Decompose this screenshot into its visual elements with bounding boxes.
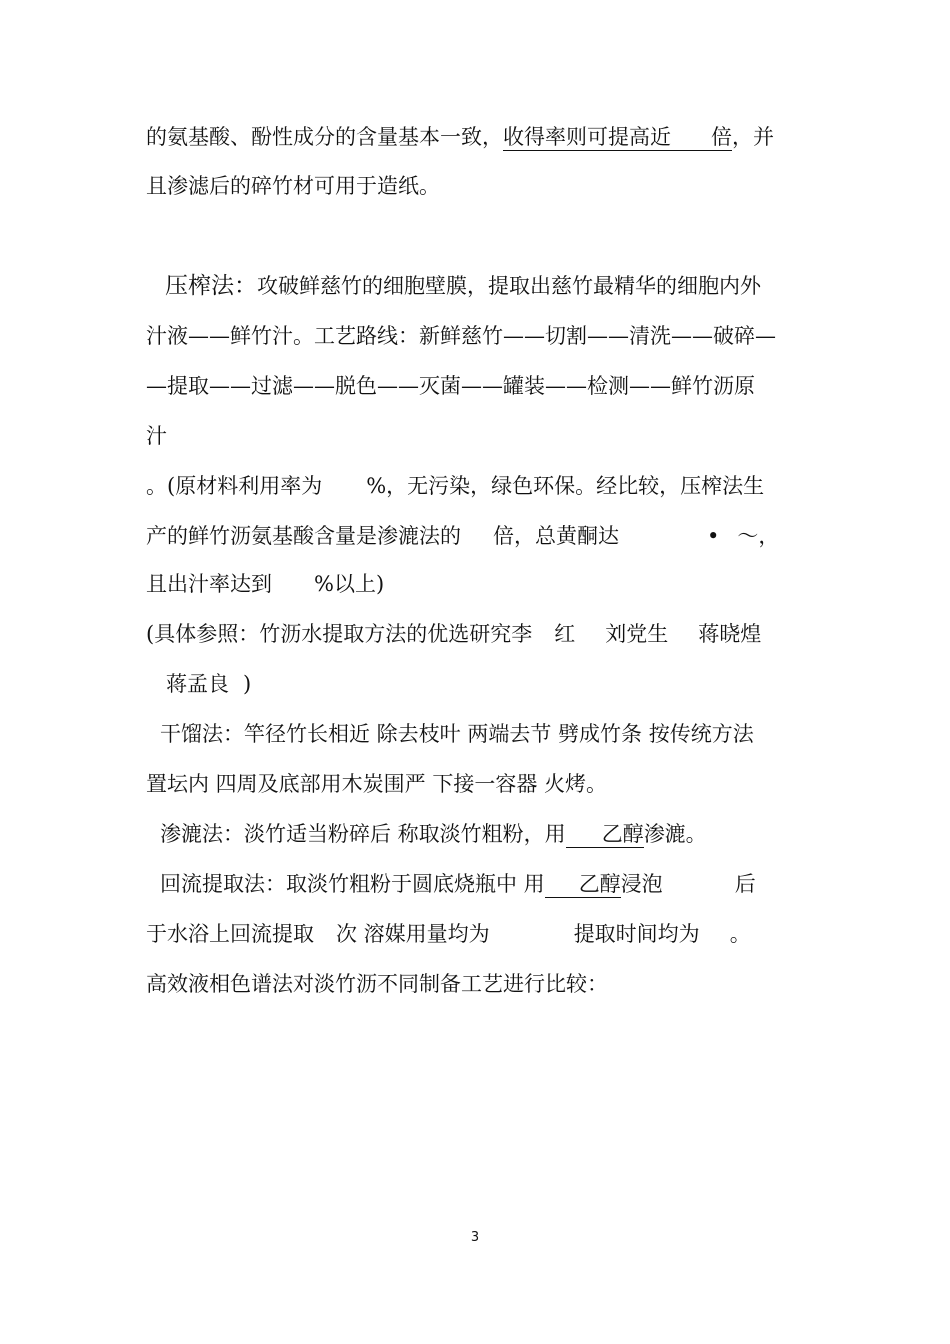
reference-line-2: 蒋孟良 ) xyxy=(166,672,252,696)
text-span: 的氨基酸、酚性成分的含量基本一致， xyxy=(146,125,503,149)
underlined-text: 乙醇 xyxy=(545,872,621,898)
paragraph-2-line-5: 。(原材料利用率为 %，无污染，绿色环保。经比较，压榨法生 xyxy=(146,474,765,498)
paragraph-2-line-7: 且出汁率达到 %以上) xyxy=(146,572,385,596)
paragraph-2-line-6: 产的鲜竹沥氨基酸含量是渗漉法的 倍，总黄酮达 • ～， xyxy=(146,524,780,548)
underlined-text: 收得率则可提高近 倍 xyxy=(503,125,732,149)
paragraph-4-line-1: 渗漉法：淡竹适当粉碎后 称取淡竹粗粉，用 乙醇渗漉。 xyxy=(160,822,707,846)
paragraph-3-line-2: 置坛内 四周及底部用木炭围严 下接一容器 火烤。 xyxy=(146,772,608,796)
text-span: ，并 xyxy=(732,125,774,149)
paragraph-1-line-2: 且渗滤后的碎竹材可用于造纸。 xyxy=(146,174,440,198)
reference-line-1: (具体参照：竹沥水提取方法的优选研究李 红 刘党生 蒋晓煌 xyxy=(146,622,762,646)
paragraph-2-line-2: 汁液——鲜竹汁。工艺路线：新鲜慈竹——切割——清洗——破碎— xyxy=(146,324,776,348)
paragraph-5-line-2: 于水浴上回流提取 次 溶媒用量均为 提取时间均为 。 xyxy=(146,922,751,946)
page-number: 3 xyxy=(470,1230,480,1245)
paragraph-3-line-1: 干馏法：竿径竹长相近 除去枝叶 两端去节 劈成竹条 按传统方法 xyxy=(160,722,754,746)
section-heading: 压榨法： xyxy=(165,273,257,299)
paragraph-2-line-4: 汁 xyxy=(146,424,167,448)
paragraph-5-line-1: 回流提取法：取淡竹粗粉于圆底烧瓶中 用 乙醇浸泡 后 xyxy=(160,872,756,896)
underlined-text: 乙醇 xyxy=(566,822,644,848)
paragraph-6-line-1: 高效液相色谱法对淡竹沥不同制备工艺进行比较： xyxy=(146,972,608,996)
paragraph-2-line-1: 压榨法：攻破鲜慈竹的细胞壁膜，提取出慈竹最精华的细胞内外 xyxy=(165,273,761,299)
paragraph-1-line-1 xyxy=(146,122,774,152)
paragraph-2-line-3: —提取——过滤——脱色——灭菌——罐装——检测——鲜竹沥原 xyxy=(146,374,755,398)
